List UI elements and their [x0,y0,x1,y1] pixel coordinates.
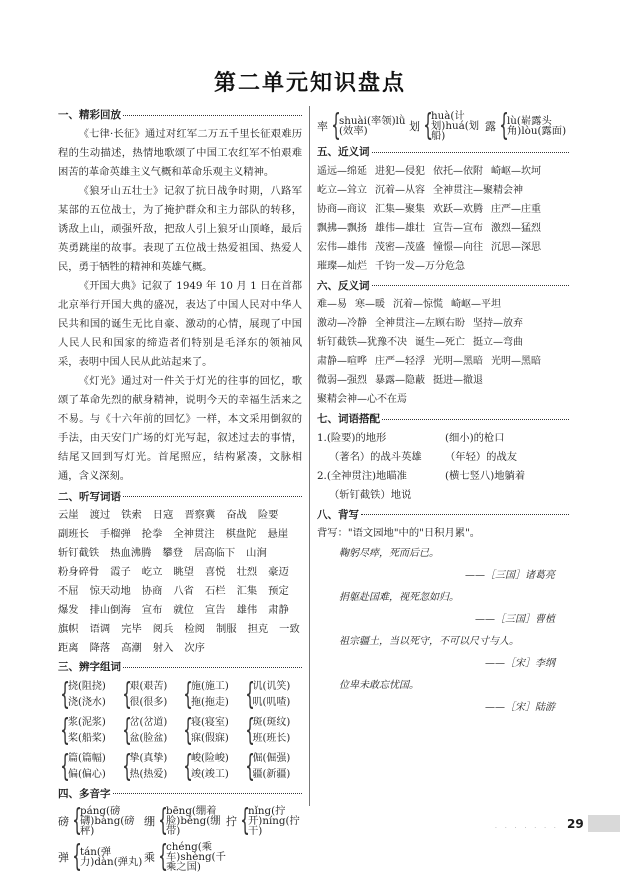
section-heading: 四、多音字 [58,789,302,800]
brace-icon: { [183,712,193,748]
readings [248,806,306,837]
char-pair [181,677,241,713]
antonym-pair: 崎岖—平坦 [451,299,501,310]
synonym-pair-row [317,200,569,219]
brace-icon: { [499,108,509,143]
reading: dàn(弹丸) [94,856,143,868]
word: 石栏 [204,585,226,597]
collocation: 1.(险要)的地形 [317,431,387,444]
synonym-pair: 宣告—宣布 [433,222,483,234]
synonym-pair: 沉思—深思 [491,241,541,253]
pair-word: 倔(倔强) [252,752,291,764]
pair-items [130,715,168,747]
collocation: (横七竖八)地躺着 [445,469,526,482]
word: 肃静 [268,604,289,616]
polyphone-char: 率 [317,119,328,133]
pair-items [130,751,168,783]
synonym-pair: 庄严—庄重 [491,203,541,215]
word: 热血沸腾 [110,547,152,559]
word-row [58,620,302,639]
antonym-pair: 暴露—隐蔽 [375,375,425,386]
antonym-pair-row [317,352,569,371]
pair-word: 疆(新疆) [252,768,291,780]
reading: shèng(千乘之国) [166,850,226,874]
collocation-row [317,486,569,505]
recite-quotes [317,543,569,719]
polyphone-char: 划 [409,119,420,133]
antonym-pair-row [317,295,569,314]
reading: běng(绷带) [166,814,221,838]
polyphone-char: 磅 [58,814,69,828]
quote-text: 鞠躬尽瘁，死而后已。 [339,548,439,559]
readings [80,806,144,837]
brace-icon: { [60,676,70,712]
readings [166,842,226,873]
reading: tán(弹力) [80,845,112,868]
reading: lù(崭露头角) [507,114,552,137]
word: 宣布 [141,604,163,616]
word: 奋战 [226,509,247,521]
pair-word: 拖(拖走) [191,696,229,708]
antonym-pair: 全神贯注—左顾右盼 [375,318,465,329]
word: 喜悦 [204,566,226,578]
brace-icon: { [423,108,433,143]
corner-tab [588,815,620,832]
synonym-pair: 憧憬—向往 [433,241,483,253]
brace-icon: { [60,748,70,784]
brace-icon: { [72,839,82,874]
char-distinguish-grid [58,677,302,785]
pair-word: 热(热爱) [129,768,168,780]
word: 汇集 [236,585,258,597]
word: 次序 [184,642,205,654]
synonym-pair: 千钧一发—万分危急 [375,260,465,272]
word: 协商 [141,585,163,597]
pair-word: 偏(偏心) [68,768,106,780]
antonym-pair-row [317,314,569,333]
synonym-pair: 协商—商议 [317,203,367,215]
polyphone-char: 绷 [144,814,155,828]
antonym-pair: 斩钉截铁—犹豫不决 [317,337,407,348]
pair-word: 桨(船桨) [68,732,106,744]
word: 距离 [58,642,79,654]
section-heading: 三、辨字组词 [58,662,302,673]
word: 预定 [268,585,289,597]
brace-icon: { [158,839,168,874]
quote-text: 祖宗疆土，当以死守，不可以尺寸与人。 [339,636,519,647]
polyphone-item [58,803,144,839]
pair-word: 竣(竣工) [191,768,229,780]
quote-source: ——［三国］诸葛亮 [465,570,555,581]
section-heading: 五、近义词 [317,147,569,158]
paragraph: 《开国大典》记叙了 1949 年 10 月 1 日在首都北京举行开国大典的盛况，表达了中国人民对中华人民共和国的诞生无比自豪、激动的心情，展现了中国人民人民和国家的缔造者们特别是毛泽东的领袖风采，表明中国人民从此站起来了。 [58,279,302,368]
polyphone-grid-continued [317,108,569,144]
word-row [58,544,302,563]
reading: huà(计划) [431,109,465,132]
antonym-pair: 挺进—撤退 [433,375,483,386]
reading: bēng(绷着脸) [166,804,217,827]
synonym-pair-row [317,181,569,200]
word-row [58,525,302,544]
brace-icon: { [158,803,168,838]
page-number: 29 [567,817,584,831]
footer-dots: · · · · · · · [495,825,559,832]
brace-icon: { [121,748,132,784]
brace-icon: { [121,676,132,712]
polyphone-item [144,803,226,839]
brace-icon: { [240,803,250,838]
word: 不屈 [58,585,79,597]
section-heading: 一、精彩回放 [58,110,302,121]
antonym-pair-row [317,371,569,390]
pair-word: 寝(寝室) [191,716,229,728]
antonym-pair: 诞生—死亡 [415,337,465,348]
pair-items [191,679,229,711]
pair-word: 浆(泥浆) [68,716,106,728]
section-heading: 二、听写词语 [58,492,302,503]
right-column [317,110,569,719]
word: 攀登 [162,547,183,559]
word: 检阅 [184,623,205,635]
antonym-pair-row [317,390,569,409]
antonym-pair: 聚精会神—心不在焉 [317,394,407,405]
word: 棋盘陀 [225,528,257,540]
recite-intro: 背写："语文园地"中的"日积月累"。 [317,527,481,539]
readings [166,806,226,837]
pair-items [68,751,106,783]
word: 晋察冀 [184,509,216,521]
polyphone-item [58,839,144,875]
word-row [58,601,302,620]
pair-items [68,715,106,747]
polyphone-char: 拧 [226,814,237,828]
antonym-pair: 坚持—放弃 [473,318,523,329]
char-pair [243,677,303,713]
word: 阅兵 [152,623,174,635]
synonym-pair: 雄伟—雄壮 [375,222,425,234]
reading: huá(划船) [431,119,480,143]
word: 就位 [173,604,194,616]
word-collocations [317,429,569,505]
pair-word: 很(很多) [129,696,168,708]
synonym-pair: 茂密—茂盛 [375,241,425,253]
word: 抡拳 [141,528,163,540]
word: 射入 [152,642,174,654]
brace-icon: { [72,803,82,838]
polyphone-grid [58,803,302,875]
char-pair [58,677,118,713]
synonym-pair: 全神贯注—聚精会神 [433,184,523,196]
word: 眺望 [173,566,194,578]
reading: chéng(乘车) [166,840,213,863]
synonyms [317,162,569,276]
antonym-pair-row [317,333,569,352]
polyphone-item [485,108,569,144]
quote-text: 位卑未敢忘忧国。 [339,680,419,691]
pair-items [191,751,229,783]
antonym-pair: 肃静—喧哗 [317,356,367,367]
synonym-pair: 激烈—猛烈 [491,222,541,234]
quote-source: ——［宋］李纲 [485,658,555,669]
antonym-pair: 挺立—弯曲 [473,337,523,348]
brace-icon: { [60,712,70,748]
pair-word: 叽(叽喳) [252,696,291,708]
brace-icon: { [183,748,193,784]
synonym-pair-row [317,219,569,238]
pair-word: 浇(浇水) [68,696,106,708]
char-pair [181,749,241,785]
section-heading: 八、背写 [317,510,569,521]
word: 渡过 [89,509,111,521]
antonym-pair: 激动—冷静 [317,318,367,329]
pair-word: 篇(篇幅) [68,752,106,764]
word-row [58,506,302,525]
antonym-pair: 光明—黑暗 [491,356,541,367]
word: 日寇 [152,509,174,521]
readings [507,116,569,137]
word: 居高临下 [193,547,236,559]
word: 霞子 [110,566,131,578]
antonym-pair: 庄严—轻浮 [375,356,425,367]
dictation-words [58,506,302,658]
char-pair [120,677,180,713]
pair-word: 岔(岔道) [129,716,168,728]
word-row [58,639,302,658]
brace-icon: { [183,676,193,712]
char-pair [120,749,180,785]
collocation-row [317,448,569,467]
char-pair [120,713,180,749]
section-heading: 六、反义词 [317,281,569,292]
word: 制服 [215,623,237,635]
word: 悬崖 [267,528,289,540]
collocation: (细小)的枪口 [445,431,505,444]
pair-word: 施(施工) [191,680,229,692]
polyphone-item [317,108,409,144]
reading: nǐng(拧开) [248,804,286,827]
synonym-pair: 遥远—绵延 [317,165,367,177]
synonym-pair: 飘拂—飘扬 [317,222,367,234]
char-pair [243,713,303,749]
collocation: 2.(全神贯注)地瞄准 [317,469,407,482]
char-pair [58,749,118,785]
reading: níng(拧干) [248,814,300,838]
collocation: （著名）的战斗英雄 [329,450,422,463]
synonym-pair: 进犯—侵犯 [375,165,425,177]
section-heading: 七、词语搭配 [317,414,569,425]
quote-source: ——［三国］曹植 [475,614,555,625]
polyphone-char: 弹 [58,850,69,864]
word-row [58,582,302,601]
pair-word: 挚(真挚) [129,752,168,764]
word: 壮烈 [236,566,258,578]
pair-word: 盆(脸盆) [129,732,168,744]
synonym-pair: 欢跃—欢腾 [433,203,483,215]
pair-word: 斑(斑纹) [252,716,291,728]
word: 高潮 [121,642,142,654]
polyphone-char: 乘 [144,850,155,864]
antonym-pair: 难—易 [317,299,347,310]
polyphone-item [144,839,226,875]
collocation: （斩钉截铁）地说 [329,488,412,501]
brace-icon: { [244,712,255,748]
polyphone-item [226,803,306,839]
synonym-pair: 屹立—耸立 [317,184,367,196]
paragraph: 《灯光》通过对一件关于灯光的往事的回忆，歌颂了革命先烈的献身精神，说明今天的幸福生活来之不易。与《十六年前的回忆》一样，本文采用倒叙的手法，由天安门广场的灯光写起，叙述过去的事情，结尾又回到写灯光。首尾照应，结构紧凑，文脉相通，含义深刻。 [58,374,302,482]
pair-items [253,715,291,747]
quote-source: ——［宋］陆游 [485,702,555,713]
antonym-pair: 微弱—强烈 [317,375,367,386]
char-pair [243,749,303,785]
synonym-pair-row [317,238,569,257]
word-row [58,563,302,582]
word: 云崖 [58,509,79,521]
collocation-row [317,429,569,448]
brace-icon: { [244,676,255,712]
synonym-pair: 宏伟—雄伟 [317,241,367,253]
antonym-pair: 寒—暖 [355,299,385,310]
reading: shuài(率领) [339,114,396,127]
word: 铁索 [121,509,142,521]
pair-items [253,751,291,783]
polyphone-char: 露 [485,119,496,133]
brace-icon: { [244,748,255,784]
antonyms [317,295,569,409]
synonym-pair-row [317,257,569,276]
brace-icon: { [331,108,341,143]
reading: lòu(露面) [521,125,567,137]
synonym-pair: 依托—依附 [433,165,483,177]
pair-items [130,679,168,711]
antonym-pair: 沉着—惊慌 [393,299,443,310]
word: 豪迈 [268,566,289,578]
paragraph: 《七律·长征》通过对红军二万五千里长征艰难历程的生动描述，热情地歌颂了中国工农红军不怕艰难困苦的革命英雄主义气概和革命乐观主义精神。 [58,127,302,178]
word: 粉身碎骨 [58,566,100,578]
word: 屹立 [141,566,163,578]
pair-word: 讥(讥笑) [252,680,291,692]
pair-items [68,679,106,711]
word: 斩钉截铁 [58,547,100,559]
synonym-pair: 汇集—聚集 [375,203,425,215]
word: 手榴弹 [99,528,131,540]
quote-text: 捐躯赴国难，视死忽如归。 [339,592,459,603]
word: 旗帜 [58,623,79,635]
polyphone-item [409,108,485,144]
char-pair [58,713,118,749]
pair-word: 峻(险峻) [191,752,229,764]
synonym-pair-row [317,162,569,181]
pair-items [191,715,229,747]
word: 山涧 [246,547,267,559]
pair-word: 挠(阻挠) [68,680,106,692]
word: 降落 [89,642,111,654]
collocation-row [317,467,569,486]
word: 完毕 [121,623,142,635]
synonym-pair: 璀璨—灿烂 [317,260,367,272]
synonym-pair: 沉着—从容 [375,184,425,196]
readings [339,116,409,137]
word: 八省 [173,585,194,597]
synonym-pair: 崎岖—坎坷 [491,165,541,177]
column-divider [309,106,310,806]
readings [431,111,485,142]
paragraph: 《狼牙山五壮士》记叙了抗日战争时期，八路军某部的五位战士，为了掩护群众和主力部队的转移，诱敌上山，顽强歼敌，把敌人引上狼牙山顶峰，最后英勇跳崖的故事。表现了五位战士热爱祖国、热爱人民，勇于牺牲的精神和英雄气概。 [58,184,302,273]
word: 雄伟 [236,604,258,616]
left-column [58,110,302,875]
pair-word: 艰(艰苦) [129,680,168,692]
word: 全神贯注 [173,528,215,540]
word: 副班长 [58,528,89,540]
word: 一致 [279,623,300,635]
word: 担克 [247,623,269,635]
char-pair [181,713,241,749]
word: 惊天动地 [89,585,131,597]
reading: bàng(磅秤) [80,814,135,838]
word: 爆发 [58,604,79,616]
reading: lǜ (效率) [339,114,406,137]
pair-items [253,679,291,711]
word: 险要 [257,509,279,521]
word: 宣告 [204,604,226,616]
pair-word: 班(班长) [252,732,291,744]
readings [80,847,144,868]
reading: páng(磅礴) [80,804,121,827]
antonym-pair: 光明—黑暗 [433,356,483,367]
collocation: （年轻）的战友 [445,450,518,463]
review-paragraphs [58,125,302,486]
word: 排山倒海 [89,604,131,616]
page-title: 第二单元知识盘点 [213,70,406,96]
word: 语调 [89,623,111,635]
pair-word: 寐(假寐) [191,732,229,744]
brace-icon: { [121,712,132,748]
